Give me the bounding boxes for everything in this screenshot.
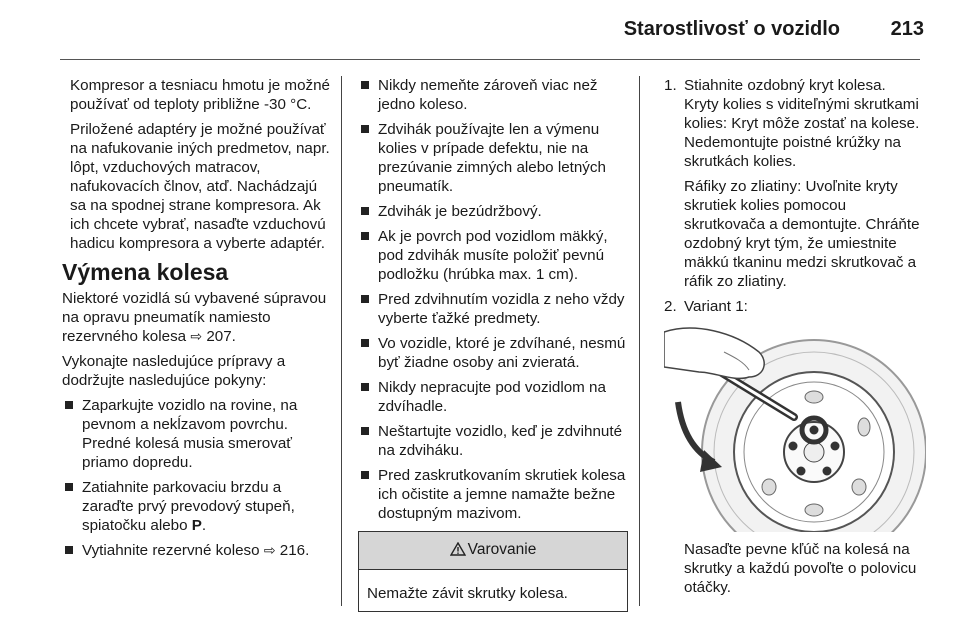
column-3	[664, 76, 926, 597]
bullet-square-icon	[361, 427, 369, 435]
list-item: Vo vozidle, ktoré je zdvíhané, nesmú byť žiadne osoby ani zvieratá.	[358, 334, 628, 372]
steps-list	[664, 76, 926, 316]
step-title: Stiahnite ozdobný kryt kolesa.	[684, 77, 886, 94]
bullet-square-icon	[361, 125, 369, 133]
page-number: 213	[890, 18, 924, 40]
list-item: Zdvihák je bezúdržbový.	[358, 202, 628, 221]
list-item: Zaparkujte vozidlo na rovine, na pevnom a nekĺzavom povrchu. Predné kolesá musia smerovať priamo dopredu.	[62, 396, 334, 472]
section-heading: Výmena kolesa	[62, 259, 229, 285]
column-1	[62, 76, 334, 566]
page-header	[0, 0, 960, 60]
bullet-square-icon	[361, 339, 369, 347]
step-title: Variant 1:	[684, 298, 748, 315]
page-ref-arrow-icon: ⇨	[263, 542, 276, 558]
bullet-square-icon	[361, 471, 369, 479]
preparation-paragraph: Vykonajte nasledujúce prípravy a dodržujte nasledujúce pokyny:	[62, 353, 286, 389]
list-item: Nikdy nemeňte zároveň viac než jedno koleso.	[358, 76, 628, 114]
list-item: Zdvihák používajte len a výmenu kolies v prípade defektu, nie na prezúvanie zimných alebo letných pneumatík.	[358, 120, 628, 196]
step-2-caption: Nasaďte pevne kľúč na kolesá na skrutky a každú povoľte o polovicu otáčky.	[684, 541, 917, 596]
bullet-square-icon	[361, 383, 369, 391]
list-item: Neštartujte vozidlo, keď je zdvihnuté na zdviháku.	[358, 422, 628, 460]
preparation-list	[62, 396, 334, 560]
page-ref-207: 207.	[206, 328, 236, 345]
warning-header	[359, 532, 627, 570]
wheel-wrench-illustration	[664, 322, 926, 532]
list-item: Vytiahnite rezervné koleso ⇨ 216.	[62, 541, 334, 560]
header-title: Starostlivosť o vozidlo	[623, 18, 840, 40]
bullet-square-icon	[361, 232, 369, 240]
step-paragraph: Ráfiky zo zliatiny: Uvoľnite kryty skrutiek kolies pomocou skrutkovača a demontujte. Chráňte ozdobný kryt tým, že umiestnite mäkkú tkaninu medzi skrutkovač a ráfik zo zliatiny.	[684, 178, 920, 290]
list-item: Ak je povrch pod vozidlom mäkký, pod zdvihák musíte položiť pevnú podložku (hrúbka max. 1 cm).	[358, 227, 628, 284]
safety-list	[358, 76, 628, 523]
compressor-block	[62, 76, 334, 253]
warning-text: Nemažte závit skrutky kolesa.	[367, 585, 568, 602]
compressor-paragraph: Kompresor a tesniacu hmotu je možné používať od teploty približne -30 °C.	[70, 77, 331, 113]
list-item: Pred zdvihnutím vozidla z neho vždy vyberte ťažké predmety.	[358, 290, 628, 328]
step-1	[664, 76, 926, 291]
repair-kit-paragraph: Niektoré vozidlá sú vybavené súpravou na opravu pneumatík namiesto rezervného kolesa ⇨ 207.	[62, 290, 327, 345]
header-rule	[60, 59, 920, 60]
step-2	[664, 297, 926, 316]
step-number: 2.	[664, 298, 677, 315]
list-item: Zatiahnite parkovaciu brzdu a zaraďte prvý prevodový stupeň, spiatočku alebo P.	[62, 478, 334, 535]
column-divider	[341, 76, 342, 606]
column-divider	[639, 76, 640, 606]
step-paragraph: Kryty kolies s viditeľnými skrutkami kolies: Kryt môže zostať na kolese. Nedemontujte poistné krúžky na skrutkách kolies.	[684, 96, 920, 170]
page-ref-arrow-icon: ⇨	[190, 328, 203, 344]
bullet-square-icon	[65, 401, 73, 409]
bullet-square-icon	[65, 546, 73, 554]
gear-p-label: P	[191, 517, 202, 534]
warning-box	[358, 531, 628, 612]
bullet-square-icon	[65, 483, 73, 491]
bullet-square-icon	[361, 207, 369, 215]
list-item: Pred zaskrutkovaním skrutiek kolesa ich očistite a jemne namažte bežne dostupným mazivom.	[358, 466, 628, 523]
list-item: Nikdy nepracujte pod vozidlom na zdvíhadle.	[358, 378, 628, 416]
page-ref-216: 216.	[279, 542, 310, 559]
bullet-square-icon	[361, 81, 369, 89]
adapter-paragraph: Priložené adaptéry je možné používať na nafukovanie iných predmetov, napr. lôpt, vzduchových matracov, nafukovacích člnov, atď. Nachádzajú sa na spodnej strane kompresora. Ak ich chcete vybrať, nasaďte vzduchovú hadicu kompresora a vyberte adaptér.	[70, 121, 330, 252]
step-number: 1.	[664, 77, 677, 94]
warning-triangle-icon	[450, 542, 466, 561]
bullet-square-icon	[361, 295, 369, 303]
warning-title: Varovanie	[467, 541, 537, 558]
column-2	[358, 76, 628, 612]
